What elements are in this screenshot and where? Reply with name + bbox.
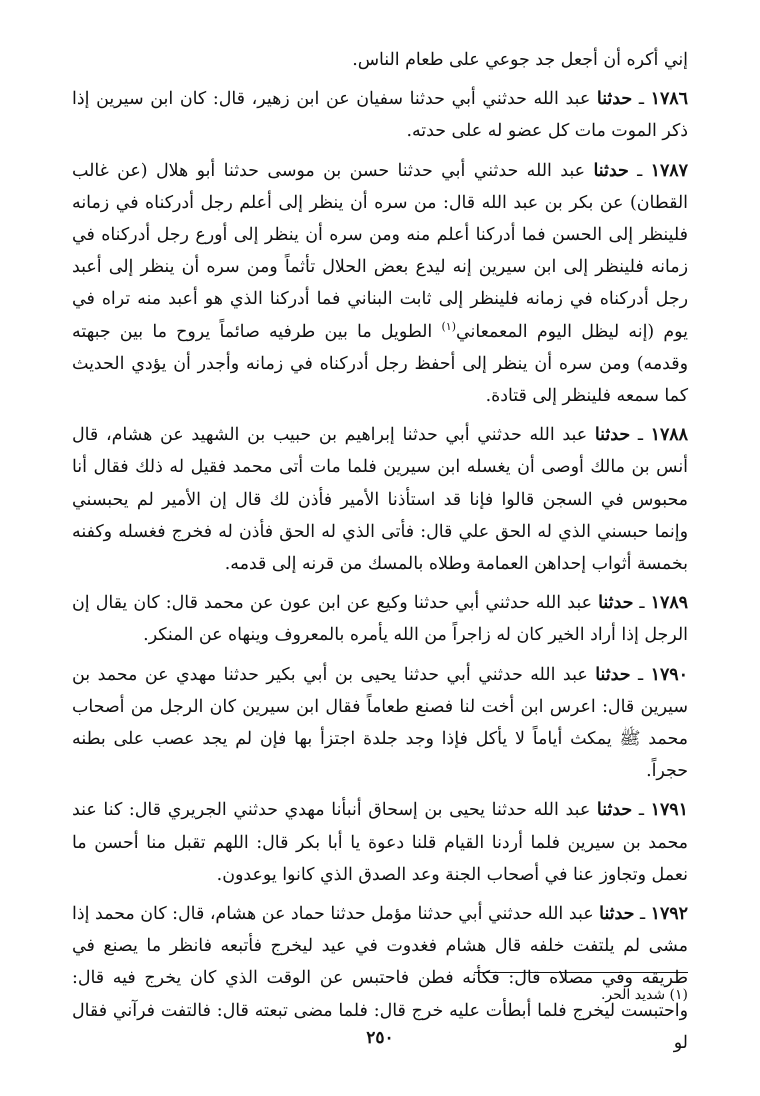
entry-body: عبد الله حدثني أبي حدثنا سفيان عن ابن زهير، قال: كان ابن سيرين إذا ذكر الموت مات كل عضو له على حدته.: [72, 89, 688, 142]
entry-body: عبد الله حدثنا يحيى بن إسحاق أنبأنا مهدي حدثني الجريري قال: كنا عند محمد بن سيرين فلما أردنا القيام قلنا دعوة يا أبا بكر قال: اللهم تقبل منا أحسن ما نعمل وتجاوز عنا في أصحاب الجنة وعد الصدق الذي كانوا يوعدون.: [72, 800, 688, 885]
hadith-entry-1787: [72, 155, 688, 413]
footnote-reference: (١): [441, 319, 456, 333]
entry-separator: ـ: [634, 904, 651, 925]
intro-line: إني أكره أن أجعل جد جوعي على طعام الناس.: [352, 50, 688, 70]
entry-body: عبد الله حدثني أبي حدثنا إبراهيم بن حبيب بن الشهيد عن هشام، قال أنس بن مالك أوصى أن يغسله ابن سيرين فلما مات أتى محمد فقيل له ذلك فقال أنا محبوس في السجن قالوا فإنا قد استأذنا الأمير فأذن لك قال إن الأمير لم يحبسني وإنما حبسني الذي له الحق علي قال: فأتى الذي له الحق فأذن له فخرج فغسله وكفنه بخمسة أثواب إحداهن العمامة وطلاه بالمسك من قرنه إلى قدمه.: [72, 425, 688, 575]
entry-body: عبد الله حدثني أبي حدثنا وكيع عن ابن عون عن محمد قال: كان يقال إن الرجل إذا أراد الخير كان له زاجراً من الله يأمره بالمعروف وينهاه عن المنكر.: [72, 593, 688, 646]
entry-separator: ـ: [628, 160, 651, 181]
page-number: ٢٥٠: [366, 1028, 394, 1048]
entry-separator: ـ: [632, 800, 651, 821]
entry-keyword: حدثنا: [595, 664, 631, 685]
entry-keyword: حدثنا: [598, 593, 634, 614]
entry-number: ١٧٨٨: [650, 425, 688, 446]
entry-separator: ـ: [630, 425, 651, 446]
entry-number: ١٧٩٢: [650, 904, 688, 925]
hadith-entry-1791: [72, 794, 688, 891]
entry-number: ١٧٨٧: [650, 160, 688, 181]
footnote-divider: [474, 972, 688, 973]
hadith-entry-1788: [72, 419, 688, 580]
hadith-entry-1786: [72, 83, 688, 147]
entry-number: ١٧٩١: [650, 800, 688, 821]
entry-keyword: حدثنا: [596, 89, 633, 110]
entry-number: ١٧٨٦: [650, 89, 688, 110]
entry-number: ١٧٨٩: [650, 593, 689, 614]
entry-body: عبد الله حدثني أبي حدثنا مؤمل حدثنا حماد عن هشام، قال: كان محمد إذا مشى لم يلتفت خلفه قال هشام فغدوت في عيد ليخرج فأتبعه فانظر ما يصنع في طريقه وفي مصلاه قال: فكأنه فطن فاحتبس عن الوقت الذي كان يخرج فيه قال: واحتبست ليخرج فلما أبطأت عليه خرج قال: فلما مضى تبعته قال: فالتفت فرآني فقال لو: [72, 904, 688, 1053]
footnote: (١) شديد الحر.: [600, 987, 688, 1003]
entry-keyword: حدثنا: [593, 160, 629, 181]
entry-keyword: حدثنا: [599, 904, 635, 925]
entry-body: عبد الله حدثني أبي حدثنا حسن بن موسى حدثنا أبو هلال (عن غالب القطان) عن بكر بن عبد الله قال: من سره أن ينظر إلى أعلم رجل أدركناه في زمانه فلينظر إلى الحسن فما أدركنا أعلم منه ومن سره أن ينظر إلى أورع رجل أدركناه في زمانه فلينظر إلى ابن سيرين إنه ليدع بعض الحلال تأثماً ومن سره أن ينظر إلى أعبد رجل أدركناه في زمانه فلينظر إلى ثابت البناني فما أدركنا الذي هو أعبد منه تراه في يوم (إنه ليظل اليوم المعمعاني: [72, 160, 688, 342]
hadith-entry-1790: [72, 659, 688, 788]
entry-separator: ـ: [632, 89, 651, 110]
entry-body-continued: الطويل ما بين طرفيه صائماً يروح ما بين جبهته وقدمه) ومن سره أن ينظر إلى أحفظ رجل أدركناه في زمانه وأجدر أن يؤدي الحديث كما سمعه فلينظر إلى قتادة.: [72, 321, 688, 407]
entry-body: عبد الله حدثني أبي حدثنا يحيى بن أبي بكير حدثنا مهدي عن محمد بن سيرين قال: اعرس ابن أخت لنا فصنع طعاماً فقال ابن سيرين كان الرجل من أصحاب محمد ﷺ يمكث أياماً لا يأكل فإذا وجد جلدة اجتزأ بها فإن لم يجد عصب على بطنه حجراً.: [72, 664, 688, 782]
entry-separator: ـ: [633, 593, 651, 614]
entry-keyword: حدثنا: [596, 800, 633, 821]
entry-separator: ـ: [630, 664, 651, 685]
hadith-entry-1789: [72, 587, 688, 651]
entry-number: ١٧٩٠: [650, 664, 688, 685]
entry-keyword: حدثنا: [594, 425, 631, 446]
